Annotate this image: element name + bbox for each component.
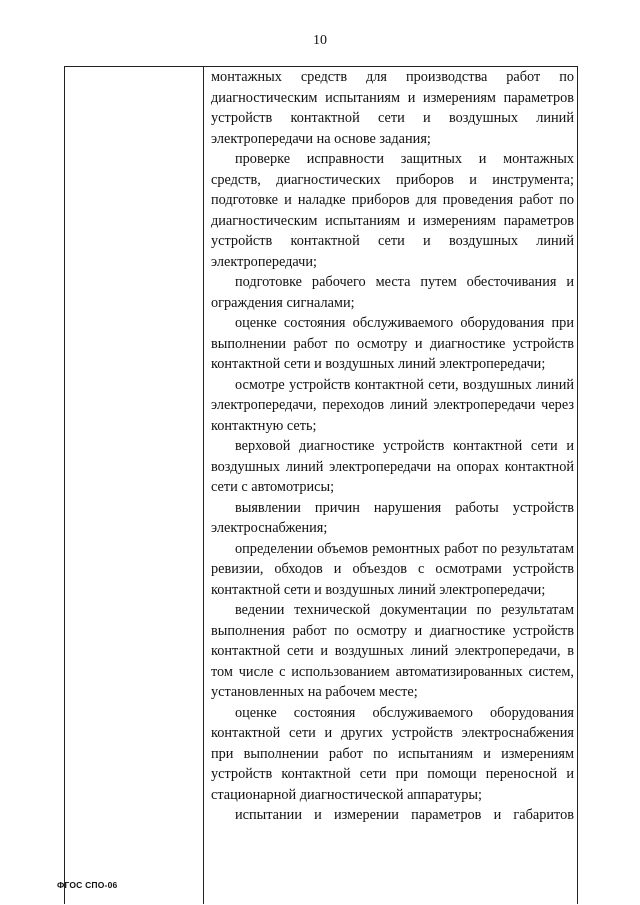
page-number: 10 [313,33,327,48]
competency-item: проверке исправности защитных и монтажных средств, диагностических приборов и инструмента; подготовке и наладке приборов для проведения работ по диагностическим испытаниям и измерениям параметров устройств контактной сети и воздушных линий электропередачи; [211,151,574,270]
table-left-cell [65,67,204,904]
competency-item: монтажных средств для производства работ по диагностическим испытаниям и измерениям параметров устройств контактной сети и воздушных линий электропередачи на основе задания; [211,69,574,147]
competency-item: верховой диагностике устройств контактной сети и воздушных линий электропередачи на опорах контактной сети с автомотрисы; [211,438,574,495]
document-footer: ФГОС СПО-06 [57,880,118,890]
competency-item: испытании и измерении параметров и габаритов [235,807,574,823]
document-table [64,66,578,904]
competency-item: определении объемов ремонтных работ по результатам ревизии, обходов и объездов с осмотрами устройств контактной сети и воздушных линий электропередачи; [211,540,574,598]
table-right-cell [204,67,577,904]
competency-item: ведении технической документации по результатам выполнения работ по осмотру и диагностике устройств контактной сети и воздушных линий электропередачи, в том числе с использованием автоматизированных систем, установленных на рабочем месте; [211,602,574,700]
competency-item: подготовке рабочего места путем обесточивания и ограждения сигналами; [211,274,574,311]
competency-item: осмотре устройств контактной сети, воздушных линий электропередачи, переходов линий электропередачи через контактную сеть; [211,376,574,434]
competency-item: выявлении причин нарушения работы устройств электроснабжения; [211,499,574,536]
competency-item: оценке состояния обслуживаемого оборудования при выполнении работ по осмотру и диагностике устройств контактной сети и воздушных линий электропередачи; [211,315,574,372]
competency-item: оценке состояния обслуживаемого оборудования контактной сети и других устройств электроснабжения при выполнении работ по испытаниям и измерениям устройств контактной сети при помощи переносной и стационарной диагностической аппаратуры; [211,704,574,803]
